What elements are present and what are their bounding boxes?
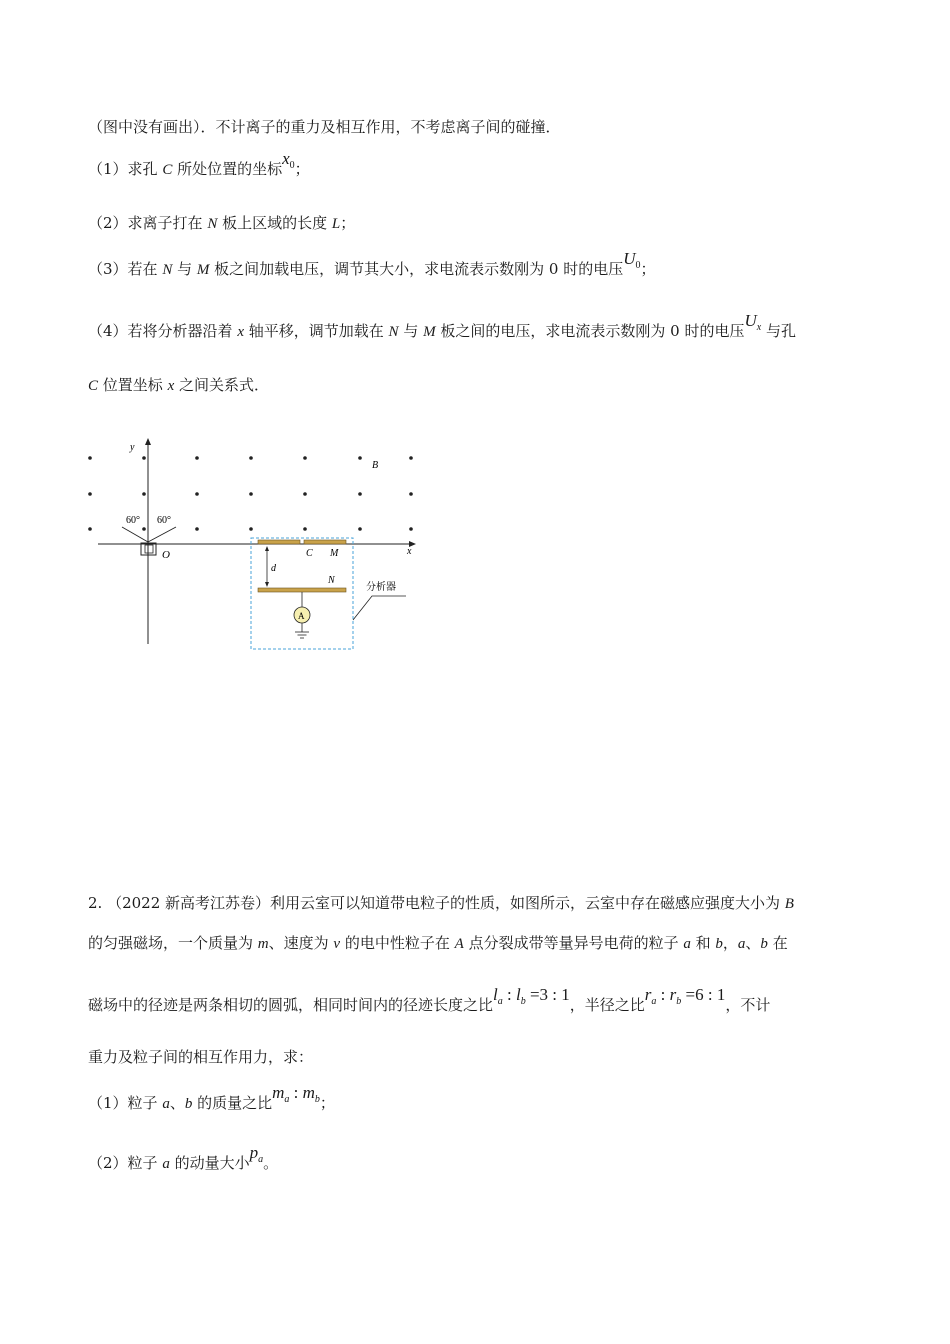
problem2-q1: （1）粒子 a、b 的质量之比$m_a$ : $m_b$； (88, 1083, 335, 1112)
y-axis-label: y (130, 442, 135, 453)
problem2-q2: （2）粒子 a 的动量大小$p_a$。 (88, 1143, 279, 1172)
problem1-intro: （图中没有画出）．不计离子的重力及相互作用，不考虑离子间的碰撞． (88, 118, 561, 136)
ground-symbol (295, 632, 309, 638)
radius-ratio: $r_a$ : $r_b =6$ : 1 (644, 985, 726, 1007)
mass-ratio: $m_a$ : $m_b$ (272, 1083, 320, 1105)
plate-M-label: M (330, 548, 339, 559)
problem1-q2: （2）求离子打在 N 板上区域的长度 L； (88, 214, 356, 232)
ammeter-label: A (298, 611, 305, 621)
problem1-q4: （4）若将分析器沿着 x 轴平移，调节加载在 N 与 M 板之间的电压，求电流表示数刚为 0 时的电压$U_x$ 与孔 (88, 311, 796, 340)
ray-right (148, 527, 176, 542)
problem2-line1: 2. （2022 新高考江苏卷）利用云室可以知道带电粒子的性质，如图所示，云室中存在磁感应强度大小为 B (88, 894, 794, 912)
y-axis-arrow (145, 438, 151, 445)
origin-label: O (162, 549, 170, 561)
problem2-line2: 的匀强磁场，一个质量为 m、速度为 v 的电中性粒子在 A 点分裂成带等量异号电荷的粒子 a 和 b，a、b 在 (88, 934, 788, 952)
ux-symbol: $U_x$ (744, 311, 762, 333)
angle-right-label: 60° (157, 515, 171, 526)
problem1-q1: （1）求孔 C 所处位置的坐标$x_0$； (88, 149, 310, 178)
plate-N (258, 588, 346, 592)
length-ratio: $l_a$ : $l_b =3$ : 1 (493, 985, 570, 1007)
angle-left-label: 60° (126, 515, 140, 526)
momentum-symbol: $p_a$ (249, 1143, 264, 1165)
analyzer-diagram (84, 430, 424, 660)
problem2-line4: 重力及粒子间的相互作用力，求： (88, 1048, 314, 1066)
plate-left (258, 540, 300, 544)
u0-symbol: $U_0$ (623, 249, 641, 271)
x-axis-label: x (407, 546, 412, 557)
problem1-q4-cont: C 位置坐标 x 之间关系式． (88, 376, 270, 394)
plate-M (304, 540, 346, 544)
field-label: B (372, 460, 379, 471)
analyzer-leader (353, 596, 406, 620)
gap-label: d (271, 563, 276, 574)
plate-N-label: N (328, 575, 335, 586)
analyzer-label: 分析器 (366, 582, 396, 593)
problem1-q3: （3）若在 N 与 M 板之间加载电压，调节其大小，求电流表示数刚为 0 时的电压$U_0$； (88, 249, 656, 278)
plate-C-label: C (306, 548, 313, 559)
problem2-line3: 磁场中的径迹是两条相切的圆弧，相同时间内的径迹长度之比$l_a$ : $l_b =3$ : 1，半径之比$r_a$ : $r_b =6$ : 1，不计 (88, 985, 771, 1014)
x0-symbol: $x_0$ (282, 149, 295, 171)
